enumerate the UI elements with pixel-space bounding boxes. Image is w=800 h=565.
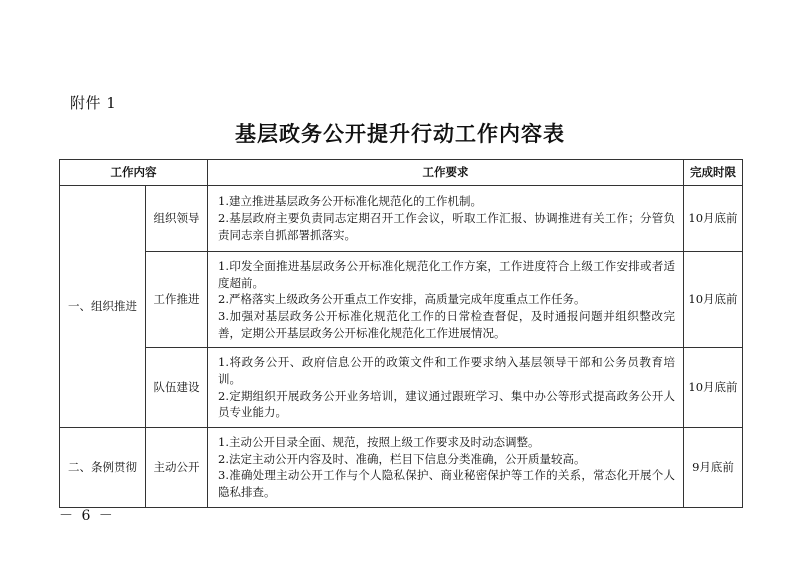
requirements-cell <box>208 348 684 428</box>
subcategory-cell: 组织领导 <box>146 186 208 252</box>
requirement-line: 2.严格落实上级政务公开重点工作安排，高质量完成年度重点工作任务。 <box>218 292 586 307</box>
deadline-cell: 9月底前 <box>684 428 743 508</box>
requirement-line: 2.定期组织开展政务公开业务培训，建议通过跟班学习、集中办公等形式提高政务公开人员专业能力。 <box>218 388 675 420</box>
deadline-cell: 10月底前 <box>684 186 743 252</box>
deadline-cell: 10月底前 <box>684 348 743 428</box>
table-row <box>60 252 743 348</box>
document-title: 基层政务公开提升行动工作内容表 <box>235 122 565 146</box>
table-row <box>60 428 743 508</box>
table-header-row <box>60 160 743 186</box>
deadline-cell: 10月底前 <box>684 252 743 348</box>
requirements-cell <box>208 252 684 348</box>
requirement-line: 3.加强对基层政务公开标准化规范化工作的日常检查督促，及时通报问题并组织整改完善，定期公开基层政务公开标准化规范化工作进展情况。 <box>218 309 675 340</box>
page-number: － 6 － <box>59 508 115 524</box>
work-content-table <box>59 159 743 508</box>
requirement-line: 1.建立推进基层政务公开标准化规范化的工作机制。 <box>218 194 482 209</box>
category-cell: 一、组织推进 <box>60 186 146 428</box>
requirements-cell <box>208 428 684 508</box>
attachment-label: 附件 1 <box>70 94 117 112</box>
requirement-line: 1.印发全面推进基层政务公开标准化规范化工作方案，工作进度符合上级工作安排或者适度超前。 <box>218 259 675 290</box>
table-row <box>60 186 743 252</box>
requirements-cell <box>208 186 684 252</box>
requirement-line: 2.基层政府主要负责同志定期召开工作会议，听取工作汇报、协调推进有关工作；分管负责同志亲自抓部署抓落实。 <box>218 211 675 242</box>
subcategory-cell: 工作推进 <box>146 252 208 348</box>
category-cell: 二、条例贯彻 <box>60 428 146 508</box>
header-content: 工作内容 <box>60 160 208 186</box>
subcategory-cell: 主动公开 <box>146 428 208 508</box>
header-deadline: 完成时限 <box>684 160 743 186</box>
requirement-line: 1.主动公开目录全面、规范，按照上级工作要求及时动态调整。 <box>218 435 540 450</box>
requirement-line: 2.法定主动公开内容及时、准确，栏目下信息分类准确，公开质量较高。 <box>218 451 586 466</box>
subcategory-cell: 队伍建设 <box>146 348 208 428</box>
requirement-line: 3.准确处理主动公开工作与个人隐私保护、商业秘密保护等工作的关系，常态化开展个人隐私排查。 <box>218 468 675 500</box>
table-row <box>60 348 743 428</box>
requirement-line: 1.将政务公开、政府信息公开的政策文件和工作要求纳入基层领导干部和公务员教育培训。 <box>218 355 675 387</box>
header-requirements: 工作要求 <box>208 160 684 186</box>
